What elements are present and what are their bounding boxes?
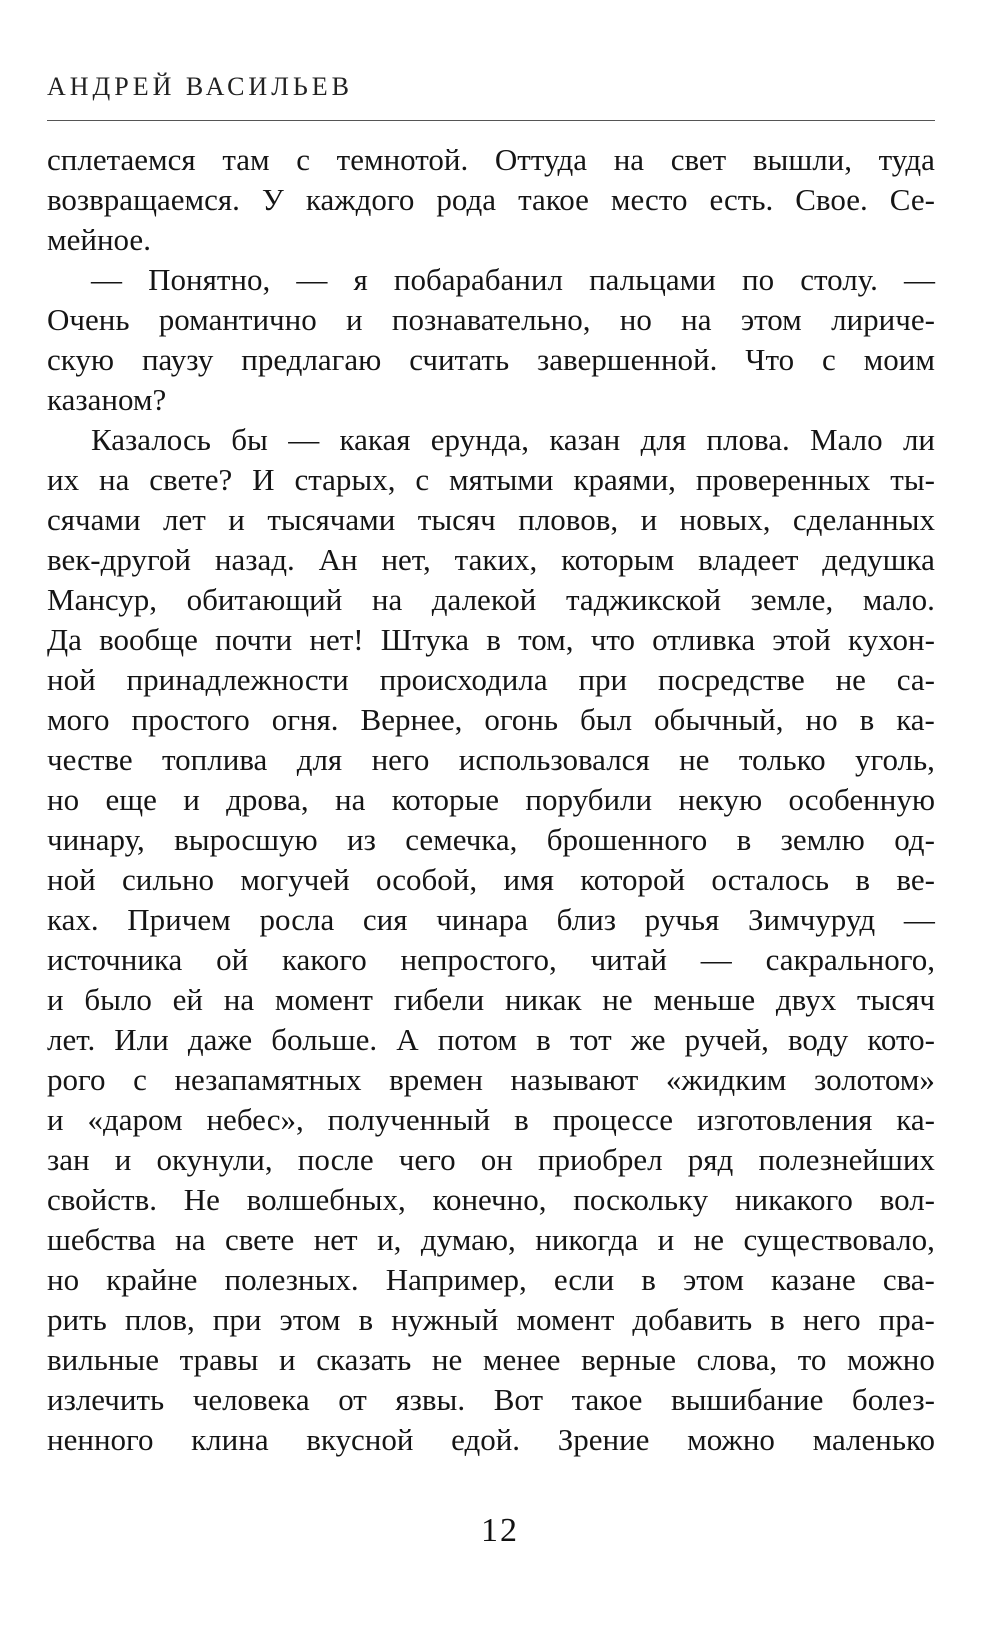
text-line: мого простого огня. Вернее, огонь был обычный, но в ка-: [47, 702, 935, 737]
text-line: казаном?: [47, 382, 167, 417]
text-line: и «даром небес», полученный в процессе изготовления ка-: [47, 1102, 935, 1137]
text-line: вильные травы и сказать не менее верные слова, то можно: [47, 1342, 935, 1377]
text-line: ненного клина вкусной едой. Зрение можно маленько: [47, 1422, 935, 1457]
text-line: чинару, выросшую из семечка, брошенного в землю од-: [47, 822, 935, 857]
text-line: сячами лет и тысячами тысяч пловов, и новых, сделанных: [47, 502, 935, 537]
text-line: — Понятно, — я побарабанил пальцами по столу. —: [91, 262, 935, 297]
text-line: честве топлива для него использовался не только уголь,: [47, 742, 935, 777]
text-line: Казалось бы — какая ерунда, казан для плова. Мало ли: [91, 422, 935, 457]
text-line: ной принадлежности происходила при посредстве не са-: [47, 662, 935, 697]
text-line: шебства на свете нет и, думаю, никогда и не существовало,: [47, 1222, 935, 1257]
text-line: рого с незапамятных времен называют «жидким золотом»: [47, 1062, 935, 1097]
header-rule: [47, 120, 935, 121]
text-line: их на свете? И старых, с мятыми краями, проверенных ты-: [47, 462, 935, 497]
text-line: возвращаемся. У каждого рода такое место есть. Свое. Се-: [47, 182, 935, 217]
text-line: Да вообще почти нет! Штука в том, что отливка этой кухон-: [47, 622, 935, 657]
text-line: сплетаемся там с темнотой. Оттуда на свет вышли, туда: [47, 142, 935, 177]
text-line: но еще и дрова, на которые порубили некую особенную: [47, 782, 935, 817]
text-line: Очень романтично и познавательно, но на этом лириче-: [47, 302, 935, 337]
text-line: ках. Причем росла сия чинара близ ручья Зимчуруд —: [47, 902, 935, 937]
text-line: источника ой какого непростого, читай — сакрального,: [47, 942, 935, 977]
text-line: ной сильно могучей особой, имя которой осталось в ве-: [47, 862, 935, 897]
page-number: 12: [481, 1512, 519, 1549]
text-line: излечить человека от язвы. Вот такое вышибание болез-: [47, 1382, 935, 1417]
text-line: мейное.: [47, 222, 151, 257]
text-line: но крайне полезных. Например, если в этом казане сва-: [47, 1262, 935, 1297]
body-text: [47, 140, 935, 1460]
running-head-author: АНДРЕЙ ВАСИЛЬЕВ: [47, 72, 353, 101]
text-line: лет. Или даже больше. А потом в тот же ручей, воду кото-: [47, 1022, 935, 1057]
text-line: рить плов, при этом в нужный момент добавить в него пра-: [47, 1302, 935, 1337]
text-line: скую паузу предлагаю считать завершенной. Что с моим: [47, 342, 935, 377]
text-line: и было ей на момент гибели никак не меньше двух тысяч: [47, 982, 935, 1017]
text-line: свойств. Не волшебных, конечно, поскольку никакого вол-: [47, 1182, 935, 1217]
text-line: зан и окунули, после чего он приобрел ряд полезнейших: [47, 1142, 935, 1177]
text-line: век-другой назад. Ан нет, таких, которым владеет дедушка: [47, 542, 935, 577]
text-line: Мансур, обитающий на далекой таджикской земле, мало.: [47, 582, 935, 617]
